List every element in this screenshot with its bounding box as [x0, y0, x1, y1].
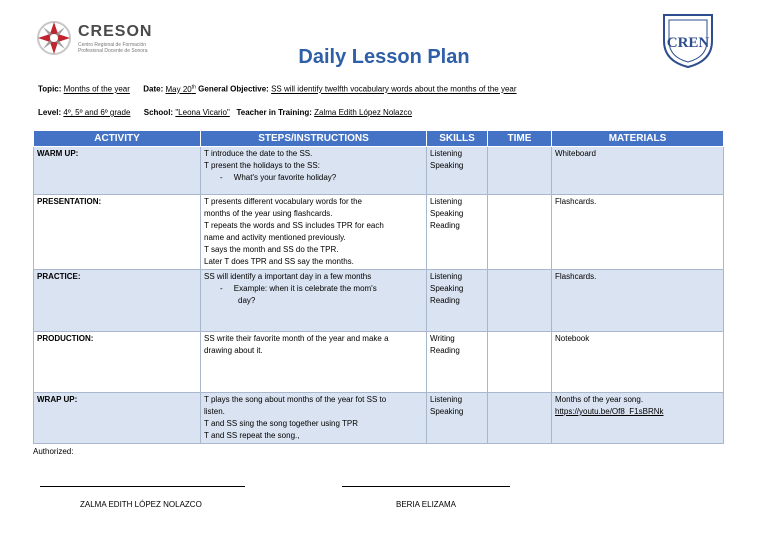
- bullet-line: - What's your favorite holiday?: [220, 173, 337, 182]
- step-line: listen.: [204, 407, 225, 416]
- skills-cell: [427, 147, 488, 195]
- activity-cell: PRACTICE:: [34, 270, 201, 332]
- skills-cell: [427, 270, 488, 332]
- materials-cell: [552, 270, 724, 332]
- step-line: T and SS repeat the song.,: [204, 431, 300, 440]
- authorized-label: Authorized:: [33, 447, 74, 456]
- school-label: School:: [143, 108, 174, 117]
- header-time: TIME: [488, 131, 552, 147]
- objective-label: General Objective:: [198, 84, 269, 94]
- skills-cell: [427, 195, 488, 270]
- material-item: Flashcards.: [555, 197, 597, 206]
- table-row: [34, 195, 724, 270]
- bullet-line: - Example: when it is celebrate the mom's: [220, 284, 377, 293]
- steps-cell: [201, 195, 427, 270]
- skill-item: Reading: [430, 221, 460, 230]
- bullet-text: What's your favorite holiday?: [233, 173, 337, 182]
- time-cell: [488, 195, 552, 270]
- header-activity: ACTIVITY: [34, 131, 201, 147]
- date-value-text: May 20: [165, 84, 192, 94]
- material-item: Whiteboard: [555, 149, 596, 158]
- level-label: Level:: [38, 108, 62, 117]
- skills-cell: [427, 332, 488, 393]
- step-line: T says the month and SS do the TPR.: [204, 245, 339, 254]
- signature-name-1: ZALMA EDITH LÓPEZ NOLAZCO: [80, 500, 202, 509]
- header-steps: STEPS/INSTRUCTIONS: [201, 131, 427, 147]
- skill-item: Listening: [430, 197, 463, 206]
- step-line: SS will identify a important day in a few months: [204, 272, 372, 281]
- steps-cell: [201, 393, 427, 444]
- signature-name-2: BERIA ELIZAMA: [396, 500, 457, 509]
- skills-cell: [427, 393, 488, 444]
- activity-cell: WRAP UP:: [34, 393, 201, 444]
- date-label: Date:: [143, 84, 164, 94]
- skill-item: Reading: [430, 296, 460, 305]
- teacher-label: Teacher in Training:: [236, 108, 312, 117]
- info-line-1: [38, 84, 517, 94]
- material-item: Notebook: [555, 334, 590, 343]
- table-header-row: [34, 131, 724, 147]
- song-link[interactable]: https://youtu.be/Of8_F1sBRNk: [555, 407, 664, 416]
- materials-cell: [552, 332, 724, 393]
- time-cell: [488, 147, 552, 195]
- skill-item: Speaking: [430, 161, 464, 170]
- teacher-value: Zalma Edith López Nolazco: [314, 108, 412, 117]
- time-cell: [488, 393, 552, 444]
- skill-item: Listening: [430, 395, 463, 404]
- step-line: T introduce the date to the SS.: [204, 149, 313, 158]
- activity-cell: PRESENTATION:: [34, 195, 201, 270]
- skill-item: Listening: [430, 149, 463, 158]
- creson-subtitle: Centro Regional de Formación Profesional Docente de Sonora: [78, 42, 148, 54]
- page-title: Daily Lesson Plan: [298, 46, 470, 68]
- time-cell: [488, 270, 552, 332]
- cren-text: CREN: [666, 35, 710, 51]
- activity-cell: WARM UP:: [34, 147, 201, 195]
- step-line: T and SS sing the song together using TPR: [204, 419, 359, 428]
- bullet-text: Example: when it is celebrate the mom's: [233, 284, 377, 293]
- table-row: [34, 393, 724, 444]
- step-line: drawing about it.: [204, 346, 263, 355]
- table-row: [34, 270, 724, 332]
- activity-cell: PRODUCTION:: [34, 332, 201, 393]
- topic-value: Months of the year: [63, 84, 130, 94]
- table-row: [34, 332, 724, 393]
- objective-value: SS will identify twelfth vocabulary words about the months of the year: [271, 84, 517, 94]
- steps-cell: [201, 332, 427, 393]
- signature-line-1: [40, 486, 245, 487]
- creson-brand-text: CRESON: [78, 23, 153, 40]
- skill-item: Writing: [430, 334, 455, 343]
- step-line: T plays the song about months of the year fot SS to: [204, 395, 387, 404]
- step-line: months of the year using flashcards.: [204, 209, 333, 218]
- materials-cell: [552, 393, 724, 444]
- level-value: 4º, 5º and 6º grade: [63, 108, 131, 117]
- bullet-line: day?: [238, 296, 256, 305]
- step-line: T repeats the words and SS includes TPR for each: [204, 221, 384, 230]
- skill-item: Reading: [430, 346, 460, 355]
- steps-cell: [201, 270, 427, 332]
- table-row: [34, 147, 724, 195]
- school-value: "Leona Vicario": [175, 108, 230, 117]
- skill-item: Speaking: [430, 209, 464, 218]
- step-line: Later T does TPR and SS say the months.: [204, 257, 354, 266]
- lesson-plan-table: [33, 130, 724, 444]
- skill-item: Listening: [430, 272, 463, 281]
- header-materials: MATERIALS: [552, 131, 724, 147]
- steps-cell: [201, 147, 427, 195]
- step-line: name and activity mentioned previously.: [204, 233, 346, 242]
- header-skills: SKILLS: [427, 131, 488, 147]
- skill-item: Speaking: [430, 284, 464, 293]
- step-line: T presents different vocabulary words for the: [204, 197, 363, 206]
- topic-label: Topic:: [38, 84, 62, 94]
- signature-line-2: [342, 486, 510, 487]
- date-value: [166, 85, 196, 94]
- info-line-2: [38, 108, 412, 117]
- step-line: SS write their favorite month of the year and make a: [204, 334, 389, 343]
- material-item: Months of the year song.: [555, 395, 644, 404]
- date-sup: th: [191, 84, 196, 90]
- materials-cell: [552, 147, 724, 195]
- skill-item: Speaking: [430, 407, 464, 416]
- material-item: Flashcards.: [555, 272, 597, 281]
- step-line: T present the holidays to the SS:: [204, 161, 320, 170]
- time-cell: [488, 332, 552, 393]
- materials-cell: [552, 195, 724, 270]
